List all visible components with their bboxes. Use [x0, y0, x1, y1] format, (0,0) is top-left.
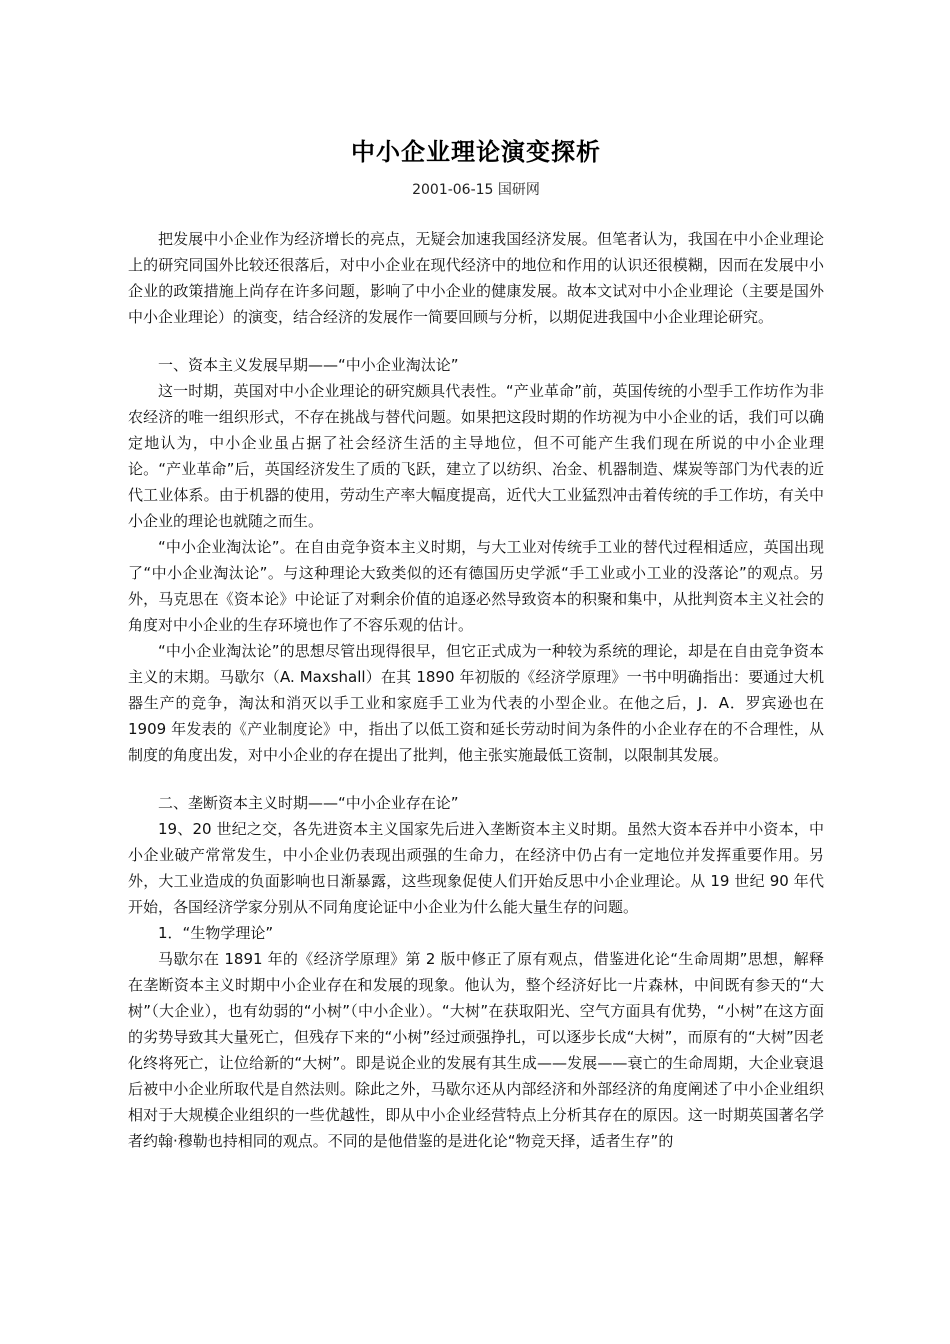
section-heading-1: 一、资本主义发展早期——“中小企业淘汰论”: [158, 356, 459, 374]
section2-paragraph-2: 马歇尔在 1891 年的《经济学原理》第 2 版中修正了原有观点，借鉴进化论“生命周期”思想，解释在垄断资本主义时期中小企业存在和发展的现象。他认为，整个经济好比一片森林，中间既有参天的“大树”（大企业），也有幼弱的“小树”（中小企业）。“大树”在获取阳光、空气方面具有优势，“小树”在这方面的劣势导致其大量死亡，但残存下来的“小树”经过顽强挣扎，可以逐步长成“大树”，而原有的“大树”因老化终将死亡，让位给新的“大树”。即是说企业的发展有其生成——发展——衰亡的生命周期，大企业衰退后被中小企业所取代是自然法则。除此之外，马歇尔还从内部经济和外部经济的角度阐述了中小企业组织相对于大规模企业组织的一些优越性，即从中小企业经营特点上分析其存在的原因。这一时期英国著名学者约翰·穆勒也持相同的观点。不同的是他借鉴的是进化论“物竞天择，适者生存”的: [128, 950, 824, 1150]
subsection-heading-1: 1．“生物学理论”: [158, 924, 274, 942]
intro-paragraph: 把发展中小企业作为经济增长的亮点，无疑会加速我国经济发展。但笔者认为，我国在中小企业理论上的研究同国外比较还很落后，对中小企业在现代经济中的地位和作用的认识还很模糊，因而在发展中小企业的政策措施上尚存在许多问题，影响了中小企业的健康发展。故本文试对中小企业理论（主要是国外中小企业理论）的演变，结合经济的发展作一简要回顾与分析，以期促进我国中小企业理论研究。: [128, 230, 824, 326]
spacer: [128, 330, 824, 352]
section1-paragraph-2: “中小企业淘汰论”。在自由竞争资本主义时期，与大工业对传统手工业的替代过程相适应，英国出现了“中小企业淘汰论”。与这种理论大致类似的还有德国历史学派“手工业或小工业的没落论”的观点。另外，马克思在《资本论》中论证了对剩余价值的追逐必然导致资本的积聚和集中，从批判资本主义社会的角度对中小企业的生存环境也作了不容乐观的估计。: [128, 538, 824, 634]
dateline: 2001-06-15 国研网: [412, 182, 540, 198]
spacer: [128, 768, 824, 790]
section1-paragraph-1: 这一时期，英国对中小企业理论的研究颇具代表性。“产业革命”前，英国传统的小型手工作坊作为非农经济的唯一组织形式，不存在挑战与替代问题。如果把这段时期的作坊视为中小企业的话，我们可以确定地认为，中小企业虽占据了社会经济生活的主导地位，但不可能产生我们现在所说的中小企业理论。“产业革命”后，英国经济发生了质的飞跃，建立了以纺织、冶金、机器制造、煤炭等部门为代表的近代工业体系。由于机器的使用，劳动生产率大幅度提高，近代大工业猛烈冲击着传统的手工作坊，有关中小企业的理论也就随之而生。: [128, 382, 824, 530]
section2-paragraph-1: 19、20 世纪之交，各先进资本主义国家先后进入垄断资本主义时期。虽然大资本吞并中小资本，中小企业破产常常发生，中小企业仍表现出顽强的生命力，在经济中仍占有一定地位并发挥重要作用。另外，大工业造成的负面影响也日渐暴露，这些现象促使人们开始反思中小企业理论。从 19 世纪 90 年代开始，各国经济学家分别从不同角度论证中小企业为什么能大量生存的问题。: [128, 820, 824, 916]
section1-paragraph-3: “中小企业淘汰论”的思想尽管出现得很早，但它正式成为一种较为系统的理论，却是在自由竞争资本主义的末期。马歇尔（A. Maxshall）在其 1890 年初版的《经济学原理》一书中明确指出：要通过大机器生产的竞争，淘汰和消灭以手工业和家庭手工业为代表的小型企业。在他之后，J．A．罗宾逊也在 1909 年发表的《产业制度论》中，指出了以低工资和延长劳动时间为条件的小企业存在的不合理性，从制度的角度出发，对中小企业的存在提出了批判，他主张实施最低工资制，以限制其发展。: [128, 642, 824, 764]
section-heading-2: 二、垄断资本主义时期——“中小企业存在论”: [158, 794, 459, 812]
page-title: 中小企业理论演变探析: [351, 138, 601, 166]
document-page: [128, 130, 824, 1154]
